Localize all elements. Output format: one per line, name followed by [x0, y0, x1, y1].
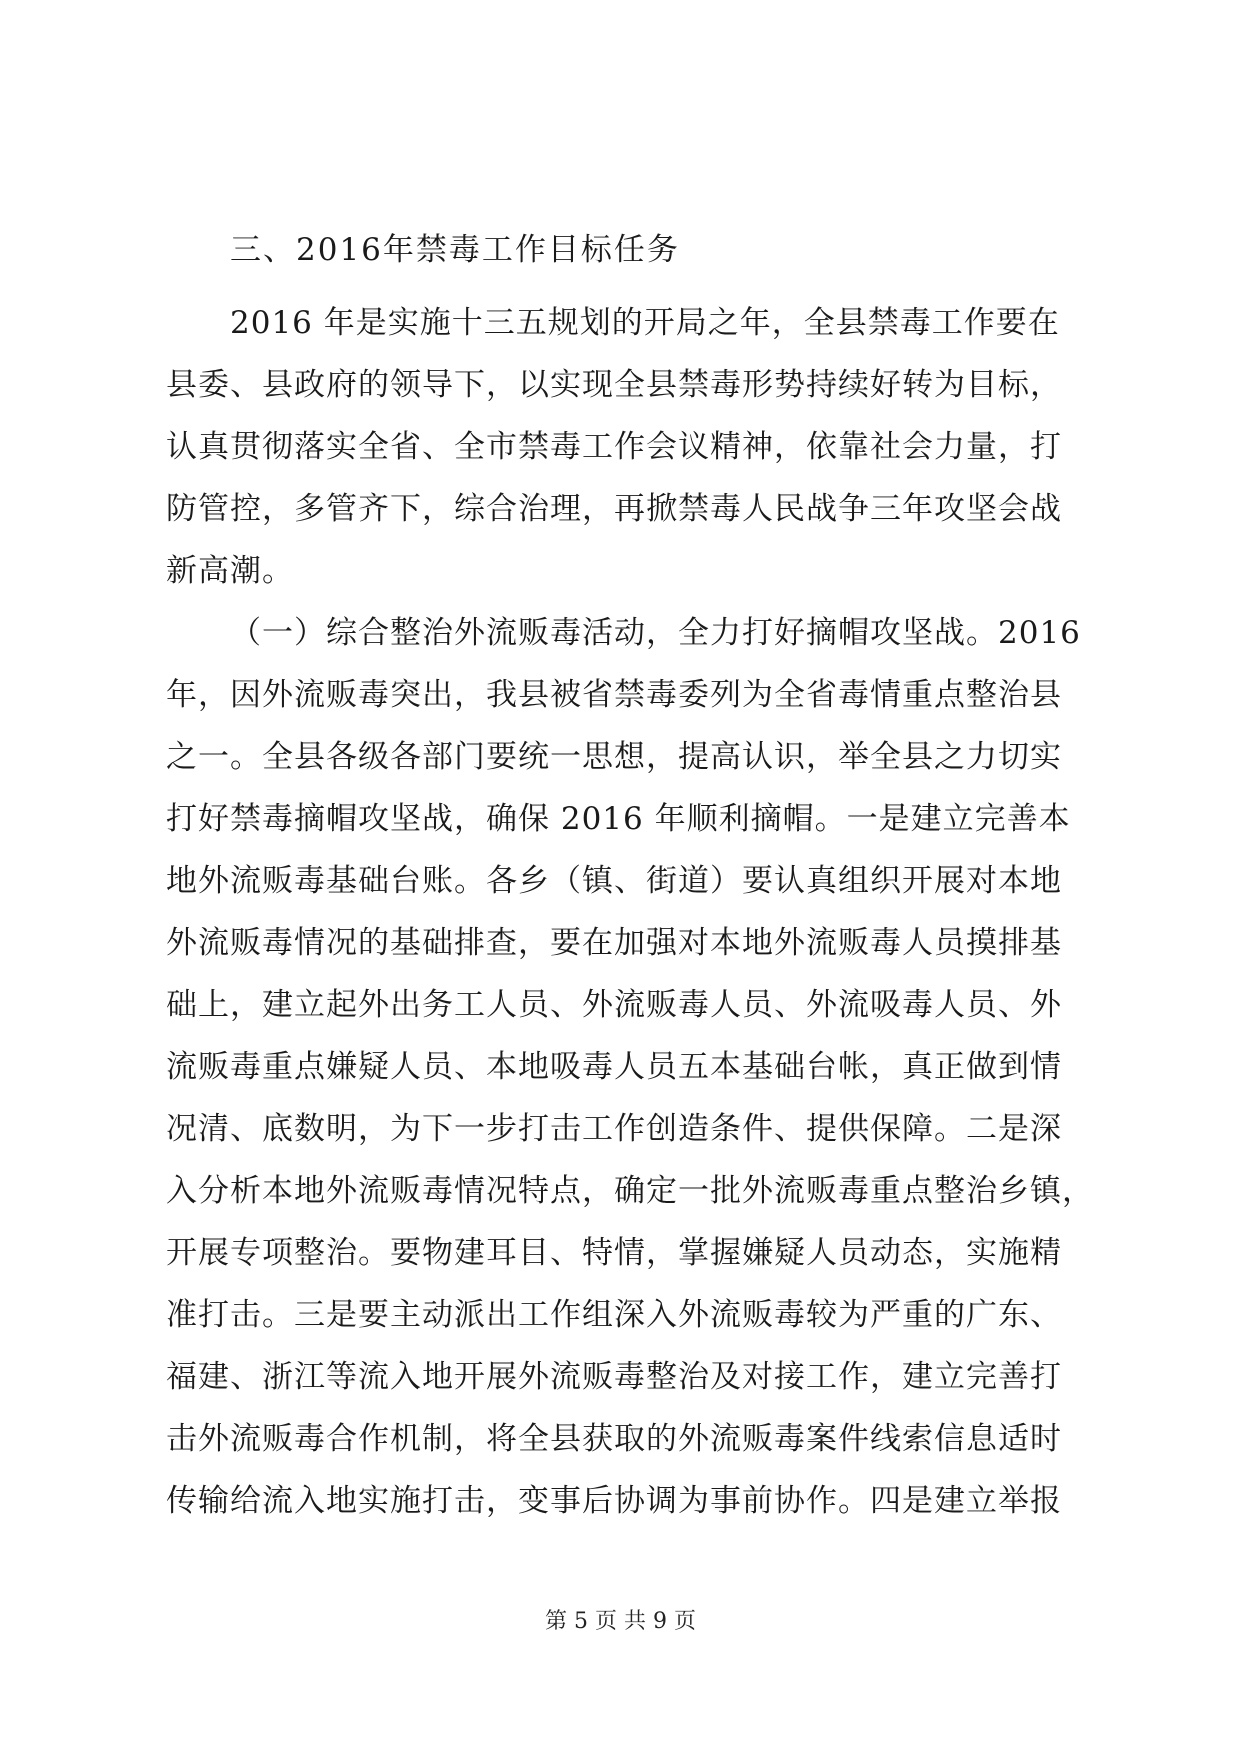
page-number-footer: 第 5 页 共 9 页: [545, 1609, 696, 1634]
paragraph-line: 新高潮。: [166, 553, 294, 589]
paragraph-line: 础上，建立起外出务工人员、外流贩毒人员、外流吸毒人员、外: [166, 987, 1062, 1023]
paragraph-line: 地外流贩毒基础台账。各乡（镇、街道）要认真组织开展对本地: [166, 863, 1062, 899]
paragraph-line: 之一。全县各级各部门要统一思想，提高认识，举全县之力切实: [166, 739, 1062, 775]
paragraph-line: 认真贯彻落实全省、全市禁毒工作会议精神，依靠社会力量，打: [166, 429, 1062, 465]
paragraph-line: 防管控，多管齐下，综合治理，再掀禁毒人民战争三年攻坚会战: [166, 491, 1062, 527]
section-heading: 三、2016年禁毒工作目标任务: [230, 232, 680, 268]
paragraph-line: 开展专项整治。要物建耳目、特情，掌握嫌疑人员动态，实施精: [166, 1235, 1062, 1271]
paragraph-line: 流贩毒重点嫌疑人员、本地吸毒人员五本基础台帐，真正做到情: [166, 1049, 1062, 1085]
paragraph-line: 击外流贩毒合作机制，将全县获取的外流贩毒案件线索信息适时: [166, 1421, 1062, 1457]
paragraph-line: 2016 年是实施十三五规划的开局之年，全县禁毒工作要在: [230, 305, 1060, 341]
paragraph-1: [166, 292, 1076, 602]
paragraph-line: 年，因外流贩毒突出，我县被省禁毒委列为全省毒情重点整治县: [166, 677, 1062, 713]
paragraph-line: 县委、县政府的领导下，以实现全县禁毒形势持续好转为目标，: [166, 367, 1062, 403]
paragraph-line: 福建、浙江等流入地开展外流贩毒整治及对接工作，建立完善打: [166, 1359, 1062, 1395]
paragraph-line: 入分析本地外流贩毒情况特点，确定一批外流贩毒重点整治乡镇，: [166, 1173, 1094, 1209]
document-body: [166, 232, 1094, 1532]
paragraph-line: 准打击。三是要主动派出工作组深入外流贩毒较为严重的广东、: [166, 1297, 1062, 1333]
paragraph-2: [166, 602, 1094, 1532]
paragraph-line: 传输给流入地实施打击，变事后协调为事前协作。四是建立举报: [166, 1483, 1062, 1519]
paragraph-line: （一）综合整治外流贩毒活动，全力打好摘帽攻坚战。2016: [230, 615, 1081, 651]
paragraph-line: 外流贩毒情况的基础排查，要在加强对本地外流贩毒人员摸排基: [166, 925, 1062, 961]
paragraph-line: 打好禁毒摘帽攻坚战，确保 2016 年顺利摘帽。一是建立完善本: [166, 801, 1071, 837]
paragraph-line: 况清、底数明，为下一步打击工作创造条件、提供保障。二是深: [166, 1111, 1062, 1147]
